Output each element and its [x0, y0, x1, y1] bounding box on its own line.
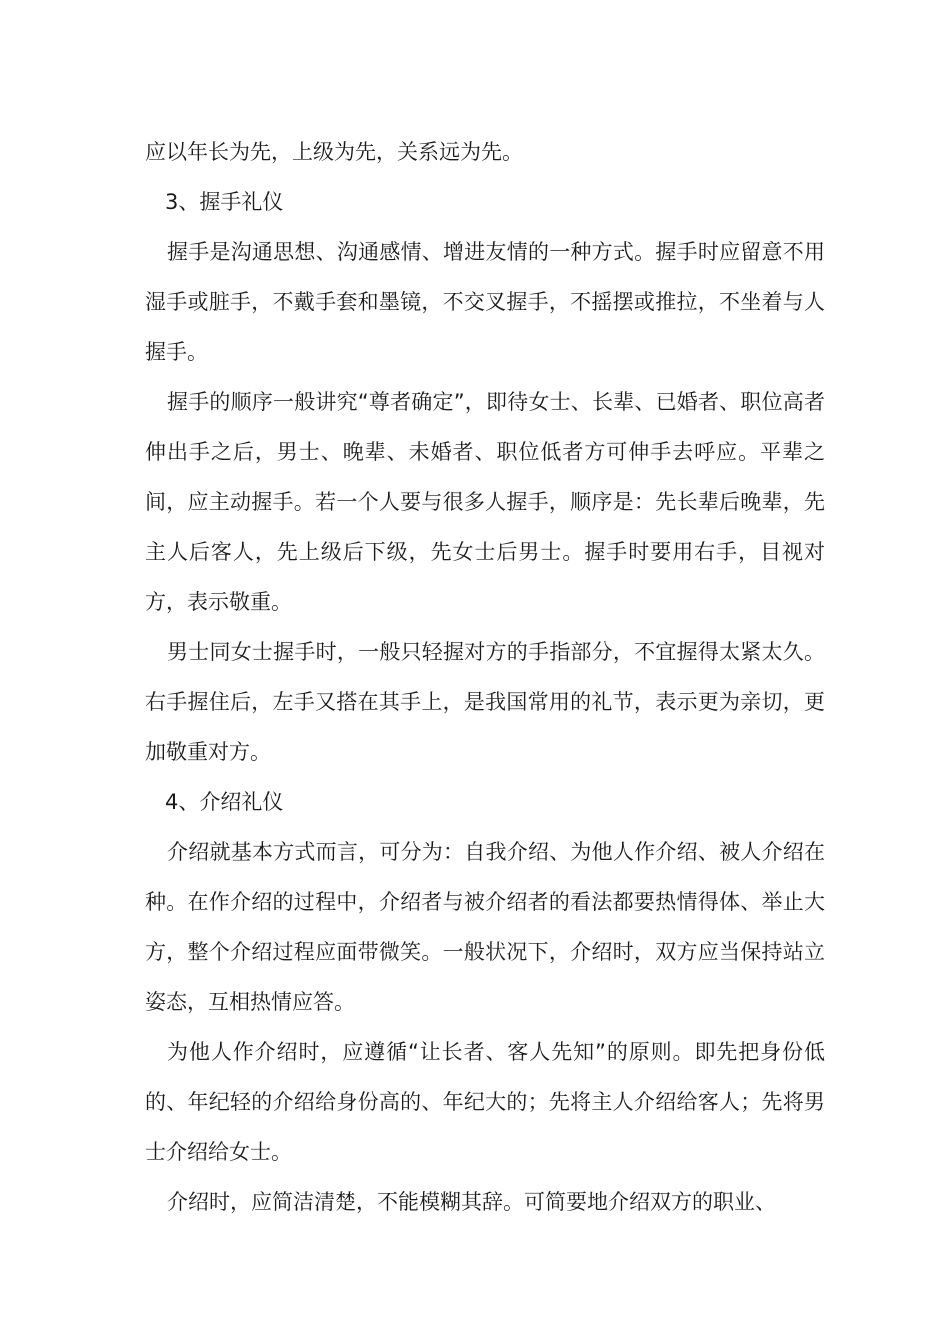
paragraph-introduction-principle: 为他人作介绍时，应遵循“让长者、客人先知”的原则。即先把身份低的、年纪轻的介绍给身份高的、年纪大的；先将主人介绍给客人；先将男士介绍给女士。 — [145, 1040, 825, 1164]
section-heading-introduction: 4、介绍礼仪 — [165, 790, 284, 814]
paragraph-handshake-purpose: 握手是沟通思想、沟通感情、增进友情的一种方式。握手时应留意不用湿手或脏手，不戴手套和墨镜，不交叉握手，不摇摆或推拉，不坐着与人握手。 — [145, 240, 825, 364]
paragraph-introduction-clarity: 介绍时，应简洁清楚，不能模糊其辞。可简要地介绍双方的职业、 — [167, 1190, 776, 1214]
paragraph-handshake-order: 握手的顺序一般讲究“尊者确定”，即待女士、长辈、已婚者、职位高者伸出手之后，男士、晚辈、未婚者、职位低者方可伸手去呼应。平辈之间，应主动握手。若一个人要与很多人握手，顺序是：先长辈后晚辈，先主人后客人，先上级后下级，先女士后男士。握手时要用右手，目视对方，表示敬重。 — [145, 390, 825, 614]
paragraph-continuation: 应以年长为先，上级为先，关系远为先。 — [145, 140, 523, 164]
document-body — [145, 127, 825, 1227]
paragraph-introduction-types: 介绍就基本方式而言，可分为：自我介绍、为他人作介绍、被人介绍在种。在作介绍的过程中，介绍者与被介绍者的看法都要热情得体、举止大方，整个介绍过程应面带微笑。一般状况下，介绍时，双方应当保持站立姿态，互相热情应答。 — [145, 840, 825, 1014]
paragraph-handshake-men-women: 男士同女士握手时，一般只轻握对方的手指部分，不宜握得太紧太久。右手握住后，左手又搭在其手上，是我国常用的礼节，表示更为亲切，更加敬重对方。 — [145, 640, 825, 764]
section-heading-handshake: 3、握手礼仪 — [165, 190, 284, 214]
